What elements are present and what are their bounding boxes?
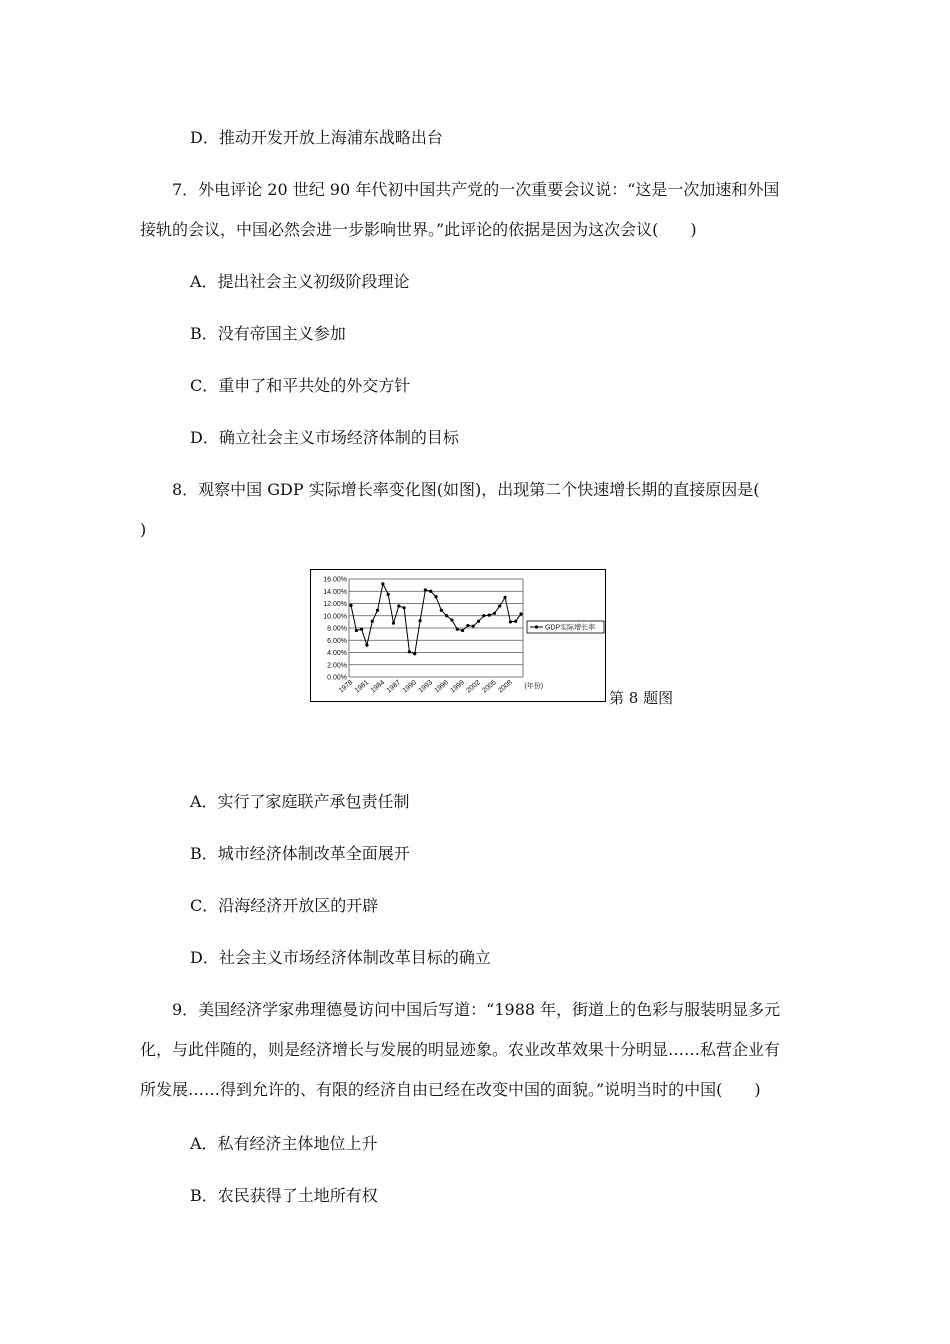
data-point	[349, 604, 352, 607]
question-6-option-d: D．推动开发开放上海浦东战略出台	[190, 128, 443, 147]
gdp-series-line	[351, 584, 521, 654]
legend-label: GDP实际增长率	[545, 624, 596, 632]
data-point	[445, 614, 448, 617]
y-tick-label: 10.00%	[323, 613, 347, 621]
x-tick-label: 1993	[417, 679, 434, 695]
data-point	[376, 609, 379, 612]
gdp-growth-chart	[310, 569, 606, 702]
data-point	[355, 629, 358, 632]
question-7-stem-line-1: 7．外电评论 20 世纪 90 年代初中国共产党的一次重要会议说：“这是一次加速和外国	[172, 180, 780, 199]
x-axis-unit-label: (年份)	[524, 683, 544, 690]
y-tick-label: 14.00%	[323, 588, 347, 596]
data-point	[519, 612, 522, 615]
x-tick-label: 2008	[497, 679, 514, 695]
figure-caption: 第 8 题图	[609, 689, 674, 707]
question-8-stem-line-1: 8．观察中国 GDP 实际增长率变化图(如图)，出现第二个快速增长期的直接原因是(	[172, 480, 760, 499]
data-point	[418, 619, 421, 622]
data-point	[408, 650, 411, 653]
x-tick-label: 1999	[449, 679, 466, 695]
question-9-option-a: A．私有经济主体地位上升	[190, 1134, 378, 1153]
x-tick-label: 1990	[401, 679, 419, 695]
question-8-option-a: A．实行了家庭联产承包责任制	[190, 792, 410, 811]
x-tick-label: 1996	[433, 679, 450, 695]
data-point	[365, 644, 368, 647]
question-8-option-c: C．沿海经济开放区的开辟	[190, 896, 379, 915]
question-7-option-a: A．提出社会主义初级阶段理论	[190, 272, 410, 291]
y-tick-label: 2.00%	[327, 662, 347, 670]
data-point	[466, 624, 469, 627]
data-point	[360, 628, 363, 631]
x-tick-label: 1981	[353, 679, 371, 695]
x-tick-label: 2005	[481, 679, 498, 695]
x-tick-label: 1987	[385, 679, 403, 695]
x-tick-label: 1984	[369, 679, 387, 695]
question-8-option-b: B．城市经济体制改革全面展开	[190, 844, 410, 863]
x-tick-label: 2002	[465, 679, 482, 695]
y-tick-label: 6.00%	[327, 637, 347, 645]
question-9-stem-line-3: 所发展……得到允许的、有限的经济自由已经在改变中国的面貌。”说明当时的中国( )	[140, 1080, 761, 1099]
data-point	[424, 588, 427, 591]
question-9-stem-line-1: 9．美国经济学家弗理德曼访问中国后写道：“1988 年，街道上的色彩与服装明显多元	[172, 1000, 781, 1019]
data-point	[482, 614, 485, 617]
data-point	[477, 620, 480, 623]
y-tick-label: 0.00%	[327, 674, 347, 682]
data-point	[472, 625, 475, 628]
question-9-option-b: B．农民获得了土地所有权	[190, 1186, 378, 1205]
y-tick-label: 16.00%	[323, 576, 347, 584]
data-point	[392, 622, 395, 625]
question-7-option-b: B．没有帝国主义参加	[190, 324, 346, 343]
data-point	[514, 620, 517, 623]
y-tick-label: 8.00%	[327, 625, 347, 633]
data-point	[498, 604, 501, 607]
data-point	[461, 629, 464, 632]
y-tick-label: 12.00%	[323, 601, 347, 608]
data-point	[413, 652, 416, 655]
data-point	[488, 614, 491, 617]
data-point	[387, 593, 390, 596]
data-point	[434, 595, 437, 598]
data-point	[403, 606, 406, 609]
question-9-stem-line-2: 化，与此伴随的，则是经济增长与发展的明显迹象。农业改革效果十分明显……私营企业有	[140, 1040, 781, 1059]
data-point	[440, 609, 443, 612]
question-7-option-c: C．重申了和平共处的外交方针	[190, 376, 411, 395]
data-point	[450, 618, 453, 621]
data-point	[456, 628, 459, 631]
y-tick-label: 4.00%	[327, 650, 347, 657]
data-point	[493, 612, 496, 615]
data-point	[509, 620, 512, 623]
data-point	[397, 604, 400, 607]
x-tick-label: 1978	[337, 679, 355, 695]
gdp-growth-chart-svg	[311, 570, 607, 703]
question-7-option-d: D．确立社会主义市场经济体制的目标	[190, 428, 459, 447]
legend-marker	[535, 625, 538, 628]
question-8-stem-line-2: )	[140, 520, 147, 539]
question-8-option-d: D．社会主义市场经济体制改革目标的确立	[190, 948, 491, 967]
data-point	[503, 596, 506, 599]
data-point	[371, 620, 374, 623]
data-point	[381, 582, 384, 585]
data-point	[429, 590, 432, 593]
question-7-stem-line-2: 接轨的会议，中国必然会进一步影响世界。”此评论的依据是因为这次会议( )	[140, 220, 697, 239]
